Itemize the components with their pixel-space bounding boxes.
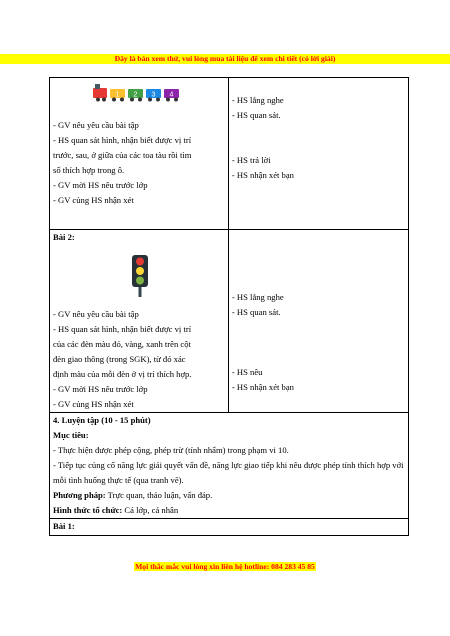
text-line: - HS lắng nghe [231,292,284,302]
text-line: - HS nhận xét bạn [231,170,294,180]
train-number-3: 3 [151,91,156,99]
train-number-1: 1 [115,91,120,99]
method-label: Phương pháp: [53,490,106,500]
text-line: - GV mời HS nêu trước lớp [53,180,148,190]
text-line: định màu của mỗi đèn ở vị trí thích hợp. [53,369,192,379]
table-row [50,413,409,519]
table-row [50,519,409,536]
goal-text: - Tiếp tục củng cố năng lực giải quyết vấn đề, năng lực giao tiếp khi nêu được phép tính thích hợp với mỗi tình huống thực tế (qua tranh vẽ). [53,460,404,485]
form-label: Hình thức tổ chức: [53,505,123,515]
text-line: - HS trả lời [231,155,271,165]
activity-teacher-cell [50,230,229,413]
text-line: - HS nhận xét bạn [231,382,294,392]
goal-label: Mục tiêu: [53,430,89,440]
text-line: - HS nêu [231,367,263,377]
text-line: - GV củng HS nhận xét [53,399,134,409]
train-number-2: 2 [133,91,138,99]
goal-text: - Thực hiện được phép cộng, phép trừ (tính nhẩm) trong phạm vi 10. [53,445,289,455]
table-row [50,78,409,230]
method-line [53,488,405,503]
text-line: - GV nêu yêu cầu bài tập [53,309,139,319]
hotline-notice-banner: Mọi thắc mắc vui lòng xin liên hệ hotline: 084 283 45 85 [135,562,315,571]
text-line: - GV nêu yêu cầu bài tập [53,120,139,130]
text-line: - HS quan sát. [231,307,281,317]
text-line: - GV mời HS nêu trước lớp [53,384,148,394]
text-line: đèn giao thông (trong SGK), từ đó xác [53,354,186,364]
exercise-title: Bài 1: [53,521,75,531]
form-value: Cá lớp, cá nhân [122,505,179,515]
section-heading: 4. Luyện tập (10 - 15 phút) [53,415,151,425]
traffic-light-image [131,255,149,297]
exercise-cell [50,519,409,536]
practice-section-cell [50,413,409,519]
text-line: số thích hợp trong ô. [53,165,125,175]
table-row [50,230,409,413]
lesson-table [49,77,409,536]
text-line: - HS quan sát hình, nhận biết được vị trí [53,135,192,145]
method-value: Trực quan, thảo luận, vấn đáp. [105,490,213,500]
toy-train-image [91,84,183,102]
text-line: - HS quan sát hình, nhận biết được vị trí [53,324,192,334]
form-line [53,503,405,518]
activity-teacher-cell [50,78,229,230]
exercise-title: Bài 2: [53,232,75,242]
activity-student-cell [228,78,408,230]
text-line: - HS lắng nghe [231,95,284,105]
text-line: trước, sau, ở giữa của các toa tàu rồi tìm [53,150,192,160]
preview-notice-banner: Đây là bản xem thử, vui lòng mua tài liệu để xem chi tiết (có lời giải) [0,54,450,64]
text-line: của các đèn màu đỏ, vàng, xanh trên cột [53,339,191,349]
text-line: - HS quan sát. [231,110,281,120]
train-number-4: 4 [169,91,174,99]
activity-student-cell [228,230,408,413]
text-line: - GV củng HS nhận xét [53,195,134,205]
